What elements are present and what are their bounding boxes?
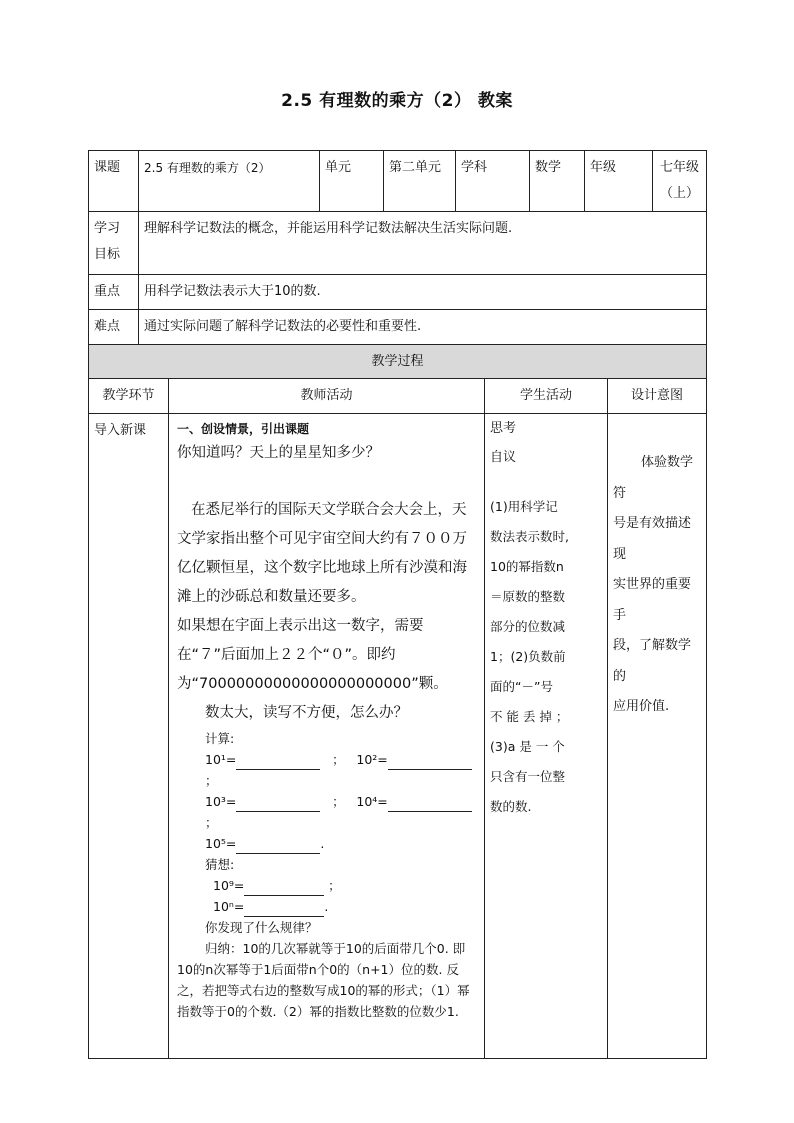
calc-row-2 bbox=[205, 791, 476, 833]
lesson-plan-table bbox=[88, 150, 707, 1059]
calc-expr: 10²= bbox=[356, 752, 388, 767]
student-line: (3)a 是 一 个 bbox=[490, 739, 565, 754]
teacher-activity bbox=[169, 414, 485, 1059]
answer-blank[interactable] bbox=[388, 755, 472, 770]
question-how: 数太大，读写不方便，怎么办？ bbox=[205, 705, 408, 721]
calc-separator: ； bbox=[205, 815, 218, 830]
design-line: 应用价值. bbox=[613, 699, 670, 714]
calc-period: . bbox=[320, 836, 325, 851]
goal-label-line-2: 目标 bbox=[94, 247, 121, 262]
subject-value: 数学 bbox=[530, 151, 585, 212]
calc-expr: 10⁴= bbox=[356, 794, 388, 809]
student-line: 不 能 丢 掉 ； bbox=[490, 709, 569, 724]
student-line: 只含有一位整 bbox=[490, 769, 566, 784]
calc-block bbox=[177, 728, 476, 938]
course-value: 2.5 有理数的乘方（2） bbox=[139, 151, 320, 212]
calc-separator: ； bbox=[332, 794, 345, 809]
guess-expr: 10ⁿ= bbox=[213, 899, 245, 914]
calc-row-1 bbox=[205, 749, 476, 791]
calc-separator: ； bbox=[205, 773, 218, 788]
answer-blank[interactable] bbox=[236, 839, 320, 854]
student-think: 思考 bbox=[490, 421, 517, 436]
grade-value-line-1: 七年级 bbox=[660, 160, 700, 175]
guess-separator: ； bbox=[328, 878, 341, 893]
calc-expr: 10³= bbox=[205, 794, 237, 809]
goal-label bbox=[89, 212, 139, 275]
grade-value-line-2: （上） bbox=[660, 186, 700, 201]
student-line: ＝原数的整数 bbox=[490, 589, 566, 604]
student-line: 10的幂指数n bbox=[490, 559, 564, 574]
guess-row-2 bbox=[205, 896, 476, 917]
calc-expr: 10¹= bbox=[205, 752, 237, 767]
design-line: 体验数学符 bbox=[613, 455, 694, 501]
section-title: 一、创设情景，引出课题 bbox=[177, 422, 310, 436]
guess-label: 猜想: bbox=[205, 857, 235, 872]
key-label: 重点 bbox=[89, 275, 139, 310]
stage-cell: 导入新课 bbox=[89, 414, 169, 1059]
calc-label: 计算: bbox=[205, 731, 235, 746]
difficult-label: 难点 bbox=[89, 310, 139, 345]
course-label: 课题 bbox=[89, 151, 139, 212]
unit-label: 单元 bbox=[320, 151, 384, 212]
answer-blank[interactable] bbox=[236, 755, 320, 770]
guess-expr: 10⁹= bbox=[213, 878, 245, 893]
calc-separator: ； bbox=[332, 752, 345, 767]
student-line: 1；(2)负数前 bbox=[490, 649, 566, 664]
document-title: 2.5 有理数的乘方（2） 教案 bbox=[281, 91, 513, 111]
goal-text: 理解科学记数法的概念，并能运用科学记数法解决生活实际问题. bbox=[139, 212, 707, 275]
goal-label-line-1: 学习 bbox=[94, 221, 121, 236]
col-teacher-header: 教师活动 bbox=[169, 379, 485, 414]
calc-expr: 10⁵= bbox=[205, 836, 237, 851]
grade-label: 年级 bbox=[585, 151, 653, 212]
subject-label: 学科 bbox=[456, 151, 530, 212]
design-line: 号是有效描述现 bbox=[613, 516, 692, 562]
process-band: 教学过程 bbox=[89, 345, 707, 379]
difficult-text: 通过实际问题了解科学记数法的必要性和重要性. bbox=[139, 310, 707, 345]
guess-period: . bbox=[324, 899, 329, 914]
answer-blank[interactable] bbox=[236, 797, 320, 812]
design-line: 段，了解数学的 bbox=[613, 638, 692, 684]
answer-blank[interactable] bbox=[244, 902, 324, 917]
unit-value: 第二单元 bbox=[384, 151, 456, 212]
key-text: 用科学记数法表示大于10的数. bbox=[139, 275, 707, 310]
student-line: 部分的位数减 bbox=[490, 619, 566, 634]
rule-question: 你发现了什么规律？ bbox=[205, 920, 318, 935]
calc-row-3 bbox=[205, 833, 476, 854]
guess-row-1 bbox=[205, 875, 476, 896]
student-line: 面的“－”号 bbox=[490, 679, 553, 694]
answer-blank[interactable] bbox=[244, 881, 324, 896]
grade-value bbox=[653, 151, 707, 212]
student-line: (1)用科学记 bbox=[490, 499, 558, 514]
design-intent bbox=[608, 414, 707, 1059]
summary-paragraph: 归纳：10的几次幂就等于10的后面带几个0. 即10的n次幂等于1后面带n个0的（n+1）位的数. 反之，若把等式右边的整数写成10的幂的形式；（1）幂指数等于0的个数.（2）幂的指数比整数的位数少1. bbox=[177, 941, 470, 1019]
col-design-header: 设计意图 bbox=[608, 379, 707, 414]
student-activity bbox=[485, 414, 608, 1059]
student-line: 数法表示数时, bbox=[490, 529, 569, 544]
question-stars: 你知道吗？天上的星星知多少？ bbox=[177, 445, 380, 461]
student-line: 数的数. bbox=[490, 799, 532, 814]
student-discuss: 自议 bbox=[490, 450, 517, 465]
paragraph-zeros: 如果想在宇面上表示出这一数字，需要在“７”后面加上２２个“０”。即约为“70000000000000000000000”颗。 bbox=[177, 618, 448, 692]
design-line: 实世界的重要手 bbox=[613, 577, 692, 623]
col-stage-header: 教学环节 bbox=[89, 379, 169, 414]
col-student-header: 学生活动 bbox=[485, 379, 608, 414]
answer-blank[interactable] bbox=[388, 797, 472, 812]
paragraph-universe: 在悉尼举行的国际天文学联合会大会上，天文学家指出整个可见宇宙空间大约有７００万亿亿颗恒星，这个数字比地球上所有沙漠和海滩上的沙砾总和数量还要多。 bbox=[177, 502, 467, 605]
